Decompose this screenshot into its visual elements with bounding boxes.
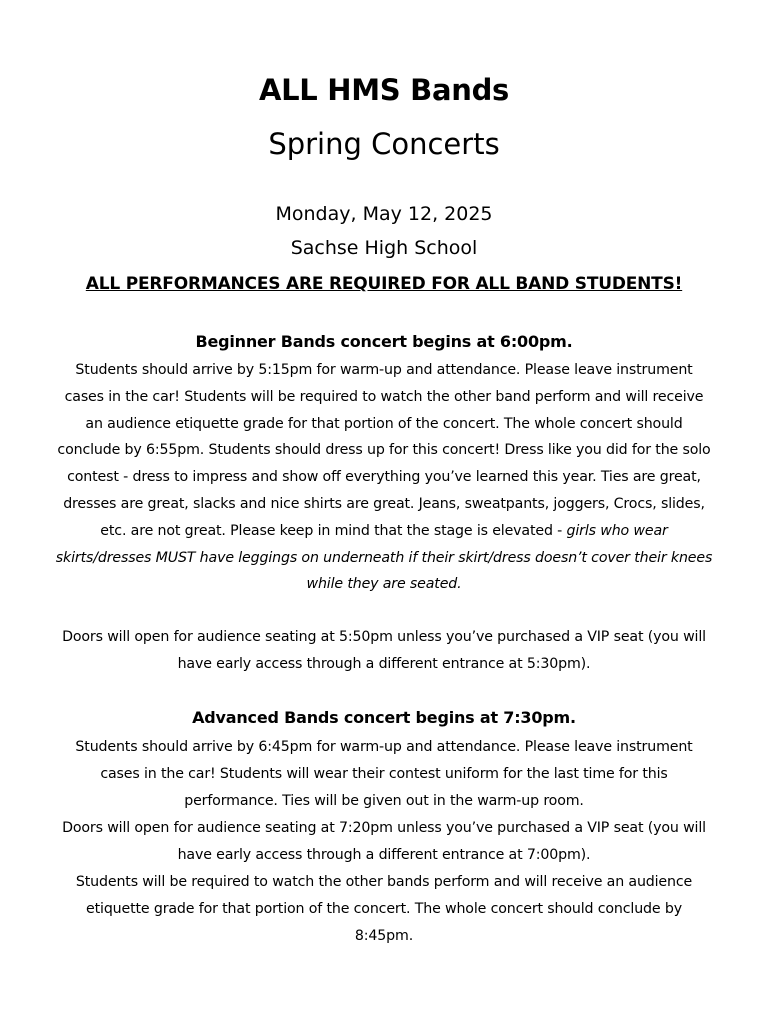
advanced-concert-heading: Advanced Bands concert begins at 7:30pm. (192, 708, 576, 727)
concert-venue: Sachse High School (290, 237, 478, 259)
concert-date: Monday, May 12, 2025 (275, 203, 493, 225)
beginner-skirt-note: girls who wear skirts/dresses MUST have leggings on underneath if their skirt/dress doesn’t cover their knees while they are seated. (55, 522, 713, 593)
beginner-concert-heading: Beginner Bands concert begins at 6:00pm. (195, 332, 573, 351)
beginner-instructions (55, 357, 713, 598)
page-subtitle: Spring Concerts (268, 127, 500, 161)
advanced-doors-text: Doors will open for audience seating at 7:20pm unless you’ve purchased a VIP seat (you will have early access through a different entrance at 7:00pm). (62, 820, 706, 863)
beginner-doors-text: Doors will open for audience seating at 5:50pm unless you’ve purchased a VIP seat (you will have early access through a different entrance at 5:30pm). (62, 629, 706, 672)
advanced-etiquette-text: Students will be required to watch the other bands perform and will receive an audience etiquette grade for that portion of the concert. The whole concert should conclude by 8:45pm. (75, 874, 693, 944)
requirement-notice: ALL PERFORMANCES ARE REQUIRED FOR ALL BAND STUDENTS! (85, 274, 683, 294)
page-title: ALL HMS Bands (258, 73, 510, 107)
beginner-arrival-text: Students should arrive by 5:15pm for warm-up and attendance. Please leave instrument cases in the car! Students will be required to watch the other band perform and will receive an audience etiquette grade for that portion of the concert. The whole concert should conclude by 6:55pm. Students should dress up for this concert! Dress like you did for the solo contest - dress to impress and show off everything you’ve learned this year. Ties are great, dresses are great, slacks and nice shirts are great. Jeans, sweatpants, joggers, Crocs, slides, etc. are not great. Please keep in mind that the stage is elevated - (57, 362, 711, 539)
advanced-arrival-text: Students should arrive by 6:45pm for warm-up and attendance. Please leave instrument cases in the car! Students will wear their contest uniform for the last time for this performance. Ties will be given out in the warm-up room. (75, 739, 693, 809)
